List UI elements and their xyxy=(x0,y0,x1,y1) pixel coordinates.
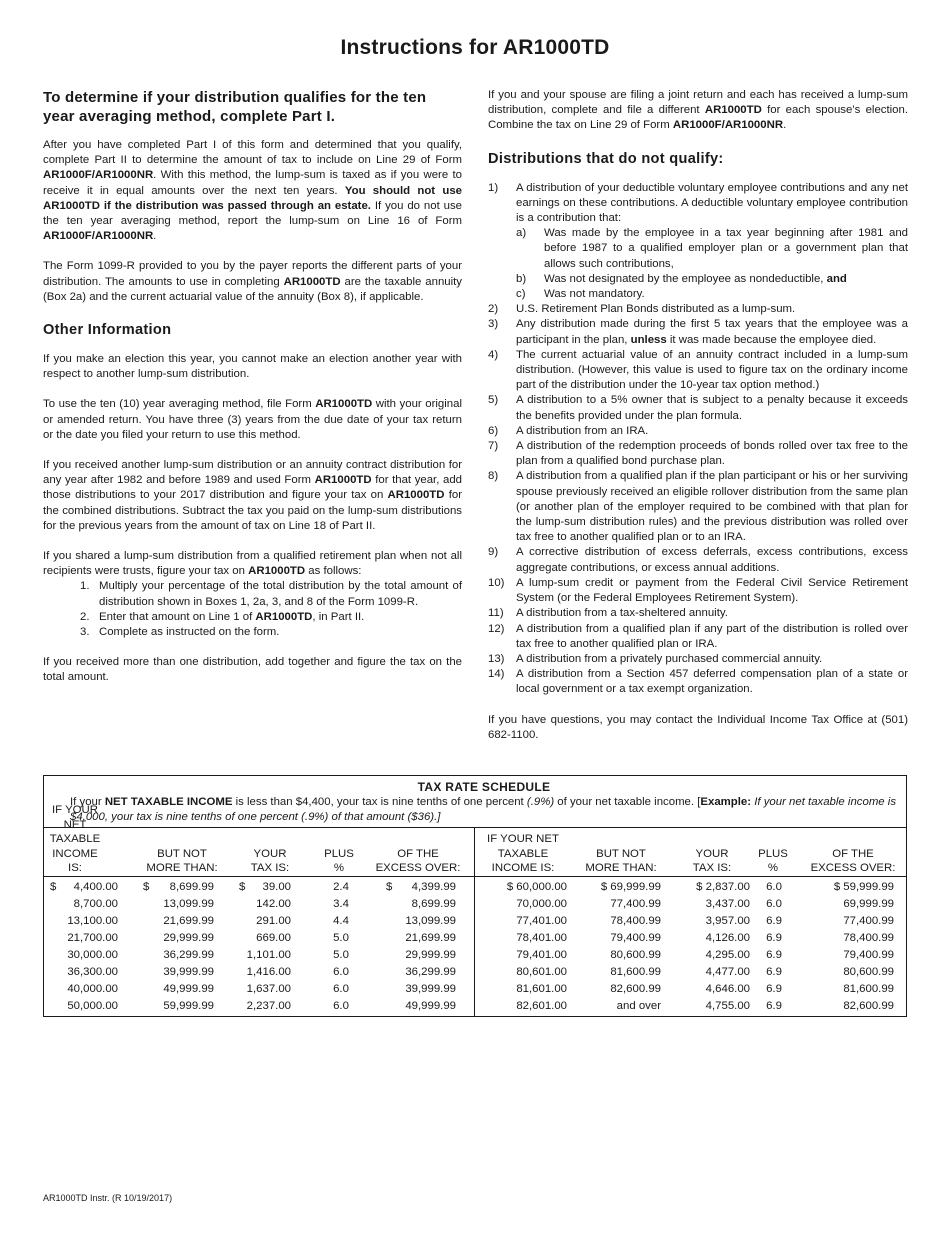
item-number: 8) xyxy=(488,470,499,483)
table-cell: 6.9 xyxy=(766,983,782,995)
form-ref: AR1000TD xyxy=(704,104,762,117)
table-cell: 29,999.99 xyxy=(163,932,214,944)
text: . xyxy=(153,230,157,243)
text: If you do not use the ten year averaging method, report the lump-sum on Line 16 of Form xyxy=(43,199,462,228)
table-cell: 6.9 xyxy=(766,932,782,944)
form-ref: AR1000TD xyxy=(283,275,341,288)
list-item xyxy=(516,272,908,287)
form-revision: AR1000TD Instr. (R 10/19/2017) xyxy=(43,1193,173,1203)
not-qualify-heading: Distributions that do not qualify: xyxy=(488,150,724,167)
text: for each spouse’s election. Combine the tax on Line 29 of Form xyxy=(488,104,909,132)
form-ref: AR1000F xyxy=(43,169,92,182)
list-item xyxy=(488,181,908,303)
form-ref: AR1000TD xyxy=(314,474,372,487)
item-text: Was made by the employee in a tax year beginning after 1981 and before 1987 to a qualified employer plan or a government plan that allows such contributions, xyxy=(544,227,908,270)
step-text: Enter that amount on Line 1 of xyxy=(99,610,256,623)
item-number: 2) xyxy=(488,303,499,316)
left-column xyxy=(43,88,462,686)
table-cell: 4,126.00 xyxy=(705,932,750,944)
table-cell: 1,101.00 xyxy=(246,949,291,961)
table-cell: $ 2,837.00 xyxy=(696,881,750,893)
list-item xyxy=(43,610,462,625)
list-item xyxy=(488,652,908,667)
list-item xyxy=(488,469,908,545)
header-line: OF THE xyxy=(832,847,874,860)
item-number: 5) xyxy=(488,394,499,407)
table-cell: 4,400.00 xyxy=(73,881,118,893)
table-cell: 6.0 xyxy=(766,898,782,910)
table-cell: 80,600.99 xyxy=(843,966,894,978)
item-text: A distribution from a Section 457 deferred compensation plan of a state or local government or a tax exempt organization. xyxy=(516,668,908,696)
step-text: Complete as instructed on the form. xyxy=(99,626,280,639)
example-text: If your net taxable income is $4,000, your tax is nine tenths of one percent (.9%) of that amount ($36).] xyxy=(70,796,897,823)
item-text: A distribution from an IRA. xyxy=(516,424,649,437)
dollar-sign: $ xyxy=(50,881,57,893)
header-line: TAXABLE xyxy=(49,833,101,846)
table-cell: 50,000.00 xyxy=(67,1000,118,1012)
schedule-header xyxy=(44,776,906,828)
text: If you shared a lump-sum distribution from a qualified retirement plan when not all recipients were trusts, figure your tax on xyxy=(43,550,462,578)
table-cell: 79,400.99 xyxy=(843,949,894,961)
step-text: , in Part II. xyxy=(312,610,365,623)
item-text: A distribution from a tax-sheltered annuity. xyxy=(516,607,728,620)
table-cell: 21,699.99 xyxy=(163,915,214,927)
qualify-heading: To determine if your distribution qualifies for the ten year averaging method, complete Part I. xyxy=(43,89,427,125)
item-text: A distribution from a qualified plan if any part of the distribution is rolled over tax free to another qualified plan or IRA. xyxy=(516,622,908,650)
right-column xyxy=(488,88,908,743)
table-row xyxy=(475,998,906,1015)
table-cell: 4,477.00 xyxy=(705,966,750,978)
table-cell: 3,957.00 xyxy=(705,915,750,927)
table-cell: 49,999.99 xyxy=(163,983,214,995)
table-cell: 6.9 xyxy=(766,966,782,978)
table-cell: and over xyxy=(616,1000,661,1012)
text: for that year, add those distributions to your 2017 distribution and figure your tax on xyxy=(43,474,462,502)
list-item xyxy=(43,579,462,609)
table-cell: 21,700.00 xyxy=(67,932,118,944)
item-number: 3) xyxy=(488,318,499,331)
table-cell: 36,300.00 xyxy=(67,966,118,978)
text: with your original or amended return. You have three (3) years from the due date of your tax return or the date you filed your return to use this method. xyxy=(43,398,462,441)
list-item xyxy=(488,317,908,347)
table-cell: 29,999.99 xyxy=(405,949,456,961)
list-item xyxy=(488,348,908,394)
col-header-plus xyxy=(751,828,795,876)
table-cell: 13,099.99 xyxy=(405,915,456,927)
item-text: A distribution of the redemption proceeds of bonds rolled over tax free to the plan from a qualified bond purchase plan. xyxy=(516,440,908,468)
list-item xyxy=(488,393,908,423)
text: To use the ten (10) year averaging method, file Form xyxy=(43,398,316,411)
header-line: % xyxy=(767,862,779,875)
paragraph-shared-distribution xyxy=(43,549,462,579)
header-line: IF YOUR NET xyxy=(52,804,98,831)
slash: / xyxy=(91,169,95,182)
table-cell: 77,400.99 xyxy=(843,915,894,927)
item-text: A lump-sum credit or payment from the Federal Civil Service Retirement System (or the Federal Employees Retirement System). xyxy=(516,576,908,605)
example-label: Example: xyxy=(700,796,752,808)
list-item xyxy=(488,545,908,575)
list-item xyxy=(488,302,908,317)
page-title: Instructions for AR1000TD xyxy=(340,36,610,59)
form-ref: AR1000TD xyxy=(255,610,313,623)
table-cell: 1,637.00 xyxy=(246,983,291,995)
col-header-but-not xyxy=(573,828,669,876)
table-row xyxy=(475,879,906,896)
list-item xyxy=(488,667,908,697)
table-cell: 142.00 xyxy=(256,898,291,910)
form-ref: AR1000TD xyxy=(315,398,373,411)
table-cell: 8,699.99 xyxy=(411,898,456,910)
header-line: TAX IS: xyxy=(692,862,732,875)
table-cell: 82,601.00 xyxy=(516,1000,567,1012)
table-cell: 39,999.99 xyxy=(405,983,456,995)
header-line: PLUS xyxy=(324,847,354,860)
table-cell: 13,100.00 xyxy=(67,915,118,927)
table-cell: 4,399.99 xyxy=(411,881,456,893)
table-cell: $ 59,999.99 xyxy=(833,881,894,893)
table-cell: 8,699.99 xyxy=(169,881,214,893)
list-item xyxy=(488,622,908,652)
form-ref: AR1000TD xyxy=(248,565,306,578)
table-cell: 4,295.00 xyxy=(705,949,750,961)
table-cell: 39.00 xyxy=(262,881,291,893)
item-text: it was made because the employee died. xyxy=(666,333,877,346)
dollar-sign: $ xyxy=(143,881,150,893)
table-cell: 669.00 xyxy=(256,932,291,944)
header-line: IF YOUR NET xyxy=(487,833,559,846)
item-number: 10) xyxy=(488,576,505,589)
header-line: OF THE xyxy=(397,847,439,860)
and-word: and xyxy=(826,272,847,285)
table-cell: 6.9 xyxy=(766,949,782,961)
text: is less than $4,400, your tax is nine tenths of one percent xyxy=(232,796,527,808)
table-cell: 36,299.99 xyxy=(405,966,456,978)
table-row xyxy=(475,896,906,913)
table-cell: $ 69,999.99 xyxy=(600,881,661,893)
col-header-excess xyxy=(801,828,905,876)
item-text: Was not mandatory. xyxy=(544,288,645,301)
table-cell: 78,400.99 xyxy=(610,915,661,927)
header-line: % xyxy=(333,862,345,875)
step-text: Multiply your percentage of the total distribution by the total amount of distribution shown in Boxes 1, 2a, 3, and 8 of the Form 1099-R. xyxy=(99,580,462,608)
dollar-sign: $ xyxy=(239,881,246,893)
step-number: 1. xyxy=(80,580,90,593)
list-item xyxy=(488,424,908,439)
list-item xyxy=(516,287,908,302)
item-text: U.S. Retirement Plan Bonds distributed as a lump-sum. xyxy=(516,303,796,316)
table-cell: 8,700.00 xyxy=(73,898,118,910)
table-cell: 4,646.00 xyxy=(705,983,750,995)
form-ref: AR1000F xyxy=(43,230,92,243)
rate: (.9%) xyxy=(526,796,555,808)
item-letter: c) xyxy=(516,288,526,301)
slash: / xyxy=(91,230,95,243)
header-line: BUT NOT xyxy=(596,847,646,860)
table-cell: 82,600.99 xyxy=(610,983,661,995)
item-text: The current actuarial value of an annuity contract included in a lump-sum distribution. (However, this value is used to figure tax on the ordinary income part of the distribution under the 10-year tax option method.) xyxy=(516,348,908,392)
header-rule xyxy=(44,876,906,877)
table-cell: 4,755.00 xyxy=(705,1000,750,1012)
text: of your net taxable income. [ xyxy=(554,796,701,808)
table-row xyxy=(475,981,906,998)
item-number: 11) xyxy=(488,607,504,620)
table-cell: 59,999.99 xyxy=(163,1000,214,1012)
table-cell: 78,400.99 xyxy=(843,932,894,944)
schedule-intro xyxy=(70,795,898,825)
header-line: INCOME IS: xyxy=(491,862,555,875)
item-number: 4) xyxy=(488,348,499,361)
paragraph-ten-year xyxy=(43,397,462,443)
table-cell: 80,601.00 xyxy=(516,966,567,978)
table-cell: 6.0 xyxy=(333,966,349,978)
tax-rate-schedule xyxy=(43,775,907,1017)
table-cell: 1,416.00 xyxy=(246,966,291,978)
table-cell: 79,400.99 xyxy=(610,932,661,944)
header-line: EXCESS OVER: xyxy=(810,862,896,875)
table-cell: 6.0 xyxy=(333,983,349,995)
form-ref: AR1000F xyxy=(672,119,722,132)
table-cell: 291.00 xyxy=(256,915,291,927)
table-cell: 2.4 xyxy=(333,881,349,893)
step-number: 3. xyxy=(80,626,90,639)
table-cell: 21,699.99 xyxy=(405,932,456,944)
unless-word: unless xyxy=(630,333,667,346)
item-number: 14) xyxy=(488,668,505,681)
table-cell: 77,401.00 xyxy=(516,915,567,927)
table-cell: 36,299.99 xyxy=(163,949,214,961)
table-cell: 30,000.00 xyxy=(67,949,118,961)
non-qualifying-list xyxy=(488,181,908,698)
item-text: A distribution from a qualified plan if the plan participant or his or her surviving spouse previously received an eligible rollover distribution from the same plan (or another plan of the employer required to be combined with that plan for the lump-sum distribution rules) and the previous distribution was rolled over tax free to another qualified plan or to an IRA. xyxy=(516,470,908,544)
item-number: 1) xyxy=(488,181,499,194)
list-item xyxy=(488,439,908,469)
step-number: 2. xyxy=(80,610,90,623)
item-text: A distribution of your deductible voluntary employee contributions and any net earnings on these contributions. A deductible voluntary employee contribution is a contribution that: xyxy=(516,181,908,225)
col-header-but-not xyxy=(134,828,230,876)
item-text: A corrective distribution of excess deferrals, excess contributions, excess aggregate contributions, or excess annual additions. xyxy=(516,546,908,574)
paragraph-joint-return xyxy=(488,88,908,134)
paragraph-multiple-distributions: If you received more than one distribution, add together and figure the tax on the total amount. xyxy=(43,656,462,684)
contribution-sublist xyxy=(516,226,908,302)
form-ref: AR1000NR xyxy=(94,169,154,182)
table-row xyxy=(475,964,906,981)
text: are the taxable annuity (Box 2a) and the current actuarial value of the annuity (Box 8), if applicable. xyxy=(43,275,463,303)
text: If your xyxy=(70,796,105,808)
list-item xyxy=(488,606,908,621)
header-line: TAX IS: xyxy=(250,862,290,875)
table-cell: 5.0 xyxy=(333,932,349,944)
item-letter: a) xyxy=(516,227,527,240)
net-taxable-income: NET TAXABLE INCOME xyxy=(104,796,233,808)
form-ref: AR1000NR xyxy=(724,119,784,132)
item-text: A distribution to a 5% owner that is subject to a penalty because it exceeds the benefits provided under the plan formula. xyxy=(516,394,908,422)
other-information-heading: Other Information xyxy=(43,322,172,339)
form-ref: AR1000TD xyxy=(387,489,445,502)
item-number: 6) xyxy=(488,424,499,437)
table-cell: 81,601.00 xyxy=(516,983,567,995)
text: The Form 1099-R provided to you by the payer reports the different parts of your distribution. The amounts to use in completing xyxy=(43,260,462,288)
table-cell: 40,000.00 xyxy=(67,983,118,995)
shared-steps-list xyxy=(43,579,462,640)
table-cell: 79,401.00 xyxy=(516,949,567,961)
header-line: MORE THAN: xyxy=(585,862,657,875)
header-line: INCOME IS: xyxy=(52,847,98,875)
schedule-title: TAX RATE SCHEDULE xyxy=(417,780,551,794)
table-cell: 81,600.99 xyxy=(610,966,661,978)
header-line: PLUS xyxy=(758,847,788,860)
table-cell: 80,600.99 xyxy=(610,949,661,961)
table-row xyxy=(475,930,906,947)
table-row xyxy=(475,947,906,964)
paragraph-1099r xyxy=(43,259,462,305)
table-cell: 4.4 xyxy=(333,915,349,927)
table-cell: 82,600.99 xyxy=(843,1000,894,1012)
table-cell: 81,600.99 xyxy=(843,983,894,995)
header-line: EXCESS OVER: xyxy=(375,862,461,875)
table-cell: 3,437.00 xyxy=(705,898,750,910)
item-letter: b) xyxy=(516,272,527,285)
table-cell: $ 60,000.00 xyxy=(506,881,567,893)
item-number: 12) xyxy=(488,622,505,635)
item-number: 13) xyxy=(488,652,505,665)
paragraph-previous-distribution xyxy=(43,458,462,534)
table-cell: 78,401.00 xyxy=(516,932,567,944)
table-cell: 69,999.99 xyxy=(843,898,894,910)
list-item xyxy=(43,625,462,640)
col-header-income xyxy=(475,828,571,876)
table-cell: 5.0 xyxy=(333,949,349,961)
table-cell: 77,400.99 xyxy=(610,898,661,910)
header-line: YOUR xyxy=(695,847,729,860)
header-line: YOUR xyxy=(253,847,287,860)
text: If you and your spouse are filing a joint return and each has received a lump-sum distribution, complete and file a different xyxy=(488,89,908,117)
table-cell: 2,237.00 xyxy=(246,1000,291,1012)
header-line: BUT NOT xyxy=(157,847,207,860)
text: . xyxy=(783,119,787,132)
text: . With this method, the lump-sum is taxed as if you were to receive it in equal amounts over the next ten years. xyxy=(43,169,462,197)
table-cell: 39,999.99 xyxy=(163,966,214,978)
table-cell: 6.9 xyxy=(766,915,782,927)
text: as follows: xyxy=(305,565,362,578)
table-row xyxy=(475,913,906,930)
text: After you have completed Part I of this form and determined that you qualify, complete Part II to determine the amount of tax to include on Line 29 of Form xyxy=(43,139,462,167)
text: for the combined distributions. Subtract the tax you paid on the lump-sum distributions for the previous years from the amount of tax on Line 18 of Part II. xyxy=(43,489,462,532)
paragraph-part-ii xyxy=(43,138,462,244)
col-header-tax xyxy=(240,828,300,876)
table-cell: 6.9 xyxy=(766,1000,782,1012)
table-cell: 70,000.00 xyxy=(516,898,567,910)
dollar-sign: $ xyxy=(386,881,393,893)
contact-paragraph: If you have questions, you may contact the Individual Income Tax Office at (501) 682-1100. xyxy=(488,713,908,741)
item-text: Was not designated by the employee as nondeductible, xyxy=(544,272,827,285)
slash: / xyxy=(721,119,725,132)
item-number: 9) xyxy=(488,546,499,559)
form-ref: AR1000NR xyxy=(94,230,154,243)
header-line: MORE THAN: xyxy=(146,862,218,875)
list-item xyxy=(516,226,908,272)
table-cell: 6.0 xyxy=(766,881,782,893)
table-cell: 6.0 xyxy=(333,1000,349,1012)
table-cell: 13,099.99 xyxy=(163,898,214,910)
item-text: A distribution from a privately purchased commercial annuity. xyxy=(516,652,823,665)
col-header-excess xyxy=(366,828,470,876)
col-header-income xyxy=(44,804,106,876)
item-text: Any distribution made during the first 5 tax years that the employee was a participant in the plan, xyxy=(516,318,908,346)
schedule-right-half xyxy=(475,828,906,1016)
paragraph-election: If you make an election this year, you cannot make an election another year with respect to another lump-sum distribution. xyxy=(43,353,462,381)
header-line: TAXABLE xyxy=(497,847,549,860)
estate-warning: You should not use AR1000TD if the distribution was passed through an estate. xyxy=(43,184,462,212)
text: If you received another lump-sum distribution or an annuity contract distribution for any year after 1982 and before 1989 and used Form xyxy=(43,459,462,487)
table-cell: 3.4 xyxy=(333,898,349,910)
col-header-tax xyxy=(679,828,745,876)
list-item xyxy=(488,576,908,606)
col-header-plus xyxy=(314,828,364,876)
table-cell: 49,999.99 xyxy=(405,1000,456,1012)
item-number: 7) xyxy=(488,440,499,453)
